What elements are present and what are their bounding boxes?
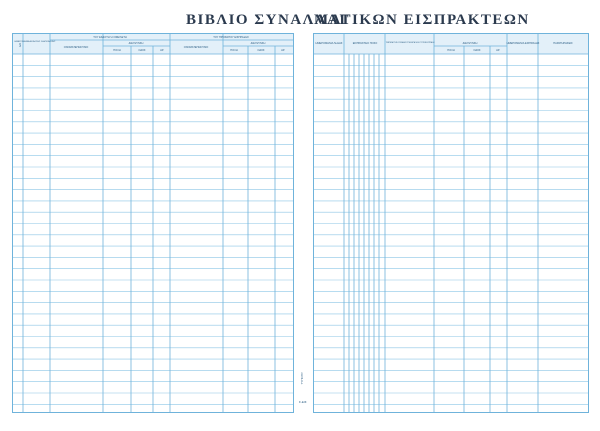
right-no-label: ΑΡ. [496,49,500,52]
right-row-lines [314,65,588,404]
ledger-right-grid [314,34,588,412]
right-column-lines [344,34,538,412]
printer-mark: ΤΥΠΟΓΡ. [300,372,304,385]
bank-label: ΤΡΑΠΕΖΑ ΣΤΗΝ ΟΠΟΙΑ ΑΠΟΣΤΕΛΛΕΤΑΙ Ή ΕΚ ΤΡΙΤΩΝ ΕΙΣΠΡΑΞΗ [385,43,435,44]
drawer-name-label: ΟΝΟΜΑΤΕΠΩΝΥΜΟ [63,46,89,49]
drawer-no-label: ΑΡ. [160,49,164,52]
drawer-group-label: ΤΟΥ ΕΚΔΟΤΗ Ή ΟΦΕΙΛΕΤΗ [93,36,127,39]
due-date-label: ΗΜΕΡΟΜΗΝΙΑ ΛΗΞΗΣ [315,42,343,45]
left-column-lines [23,34,275,412]
col-date-label: ΗΜΕΡΟΜΗΝΙΑ ΕΚΔΟΣΗΣ Ή ΑΠΟΔΟΧΗΣ [14,41,56,43]
ledger-left-grid [13,34,293,412]
payee-address-label: ΔΙΕΥΘΥΝΣΗ [250,42,266,45]
right-city-label: ΠΟΛΗ [447,49,455,52]
ledger-left-page [12,33,294,413]
payee-group-label: ΤΟΥ ΠΡΟΣΩΠΟΥ ΕΙΣΠΡΑΞΗΣ [213,36,249,39]
book-title-left: ΒΙΒΛΙΟ ΣΥΝΑΛΛΑΓ [186,12,351,28]
drawer-address-label: ΔΙΕΥΘΥΝΣΗ [128,42,144,45]
collection-date-label: ΗΜΕΡΟΜΗΝΙΑ ΕΙΣΠΡΑΞΗΣ [506,42,540,45]
form-code: Σ-ΕΙΣ [299,400,307,404]
ledger-right-page [313,33,589,413]
remarks-label: ΠΑΡΑΤΗΡΗΣΕΙΣ [553,42,573,45]
drawer-city-label: ΠΟΛΗ [113,49,121,52]
payee-city-label: ΠΟΛΗ [230,49,238,52]
payee-road-label: ΟΔΟΣ [257,49,265,52]
payee-no-label: ΑΡ. [281,49,285,52]
drawer-road-label: ΟΔΟΣ [138,49,146,52]
right-address-label: ΔΙΕΥΘΥΝΣΗ [462,42,478,45]
book-title-right: ΜΑΤΙΚΩΝ ΕΙΣΠΡΑΚΤΕΩΝ [314,12,530,28]
amount-label: ΕΙΣΠΡΑΚΤΕΟ ΠΟΣΟ [352,42,378,45]
col-serial-label: Α/Α [19,42,22,48]
right-road-label: ΟΔΟΣ [473,49,481,52]
payee-name-label: ΟΝΟΜΑΤΕΠΩΝΥΜΟ [183,46,209,49]
